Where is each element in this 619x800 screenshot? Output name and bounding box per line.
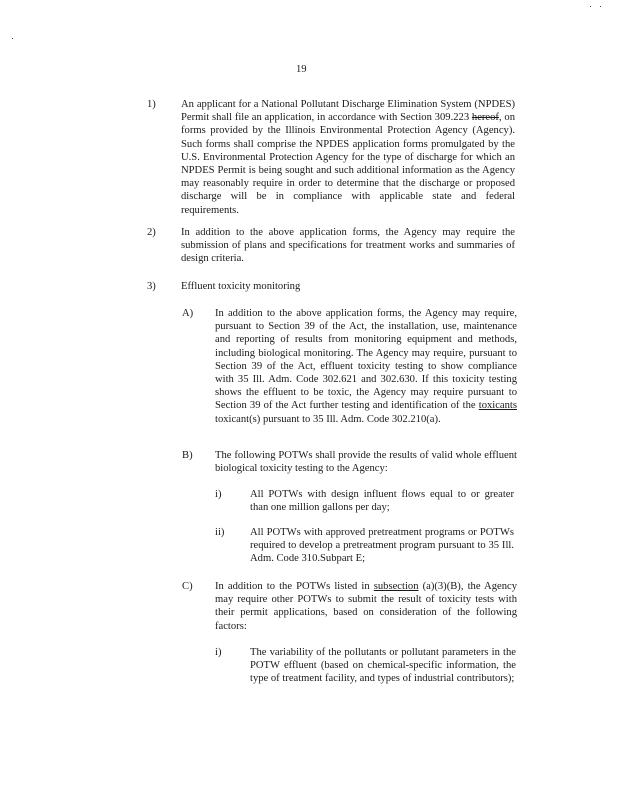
subitem-a-marker: A) — [182, 308, 194, 319]
item-2-marker: 2) — [147, 227, 156, 238]
subitem-b-ii-marker: ii) — [215, 527, 225, 538]
item-2-text: In addition to the above application forms, the Agency may require the submission of plans and specifications for treatment works and summaries of design criteria. — [181, 227, 515, 265]
item-1-struck-text: hereof — [471, 112, 499, 124]
subitem-a-text-a: In addition to the above application forms, the Agency may require, pursuant to Section 39 of the Act, the installation, use, maintenance and reporting of results from monitoring equipment and methods, including biological monitoring. The Agency may require, pursuant to Section 39 of the Act, effluent toxicity testing to show compliance with 35 Ill. Adm. Code 302.621 and 302.630. If this toxicity testing shows the effluent to be toxic, the Agency may require pursuant to Section 39 of the Act further testing and identification of the — [215, 308, 517, 412]
subitem-a-text — [215, 307, 517, 426]
subitem-b-i-marker: i) — [215, 489, 222, 500]
subitem-c-marker: C) — [182, 581, 193, 592]
item-3-marker: 3) — [147, 281, 156, 292]
item-1-text — [181, 98, 515, 217]
subitem-c-i-text: The variability of the pollutants or pollutant parameters in the POTW effluent (based on chemical-specific information, the type of treatment facility, and types of industrial contributors); — [250, 647, 516, 685]
page-number: 19 — [296, 64, 307, 75]
item-1-text-b: , on forms provided by the Illinois Environmental Protection Agency (Agency). Such forms shall comprise the NPDES application forms promulgated by the U.S. Environmental Protection Agency for the type of discharge for which an NPDES Permit is being sought and such additional information as the Agency may reasonably require in order to determine that the discharge or proposed discharge will be in compliance with applicable state and federal requirements. — [181, 112, 516, 216]
subitem-a-text-b: toxicant(s) pursuant to 35 Ill. Adm. Code 302.210(a). — [215, 413, 441, 425]
subitem-a-underlined-text: toxicants — [478, 400, 517, 412]
item-1-text-a: An applicant for a National Pollutant Discharge Elimination System (NPDES) Permit shall file an application, in accordance with Section 309.223 — [181, 99, 515, 124]
scan-speck — [590, 6, 591, 7]
subitem-b-text: The following POTWs shall provide the results of valid whole effluent biological toxicity testing to the Agency: — [215, 450, 517, 475]
scan-speck — [600, 6, 601, 7]
subitem-b-marker: B) — [182, 450, 193, 461]
item-3-title: Effluent toxicity monitoring — [181, 281, 301, 292]
subitem-c-i-marker: i) — [215, 647, 222, 658]
item-1-marker: 1) — [147, 99, 156, 110]
subitem-b-i-text: All POTWs with design influent flows equal to or greater than one million gallons per day; — [250, 489, 514, 514]
scan-speck — [12, 38, 13, 39]
subitem-b-ii-text: All POTWs with approved pretreatment programs or POTWs required to develop a pretreatment program pursuant to 35 Ill. Adm. Code 310.Subpart E; — [250, 527, 514, 565]
subitem-c-text-a: In addition to the POTWs listed in — [215, 581, 374, 592]
subitem-c-underlined-text: subsection — [373, 581, 419, 592]
subitem-c-text-b: (a)(3)(B), the Agency may require other POTWs to submit the result of toxicity tests with their permit applications, based on consideration of the following factors: — [215, 581, 517, 632]
subitem-c-text — [215, 580, 517, 633]
